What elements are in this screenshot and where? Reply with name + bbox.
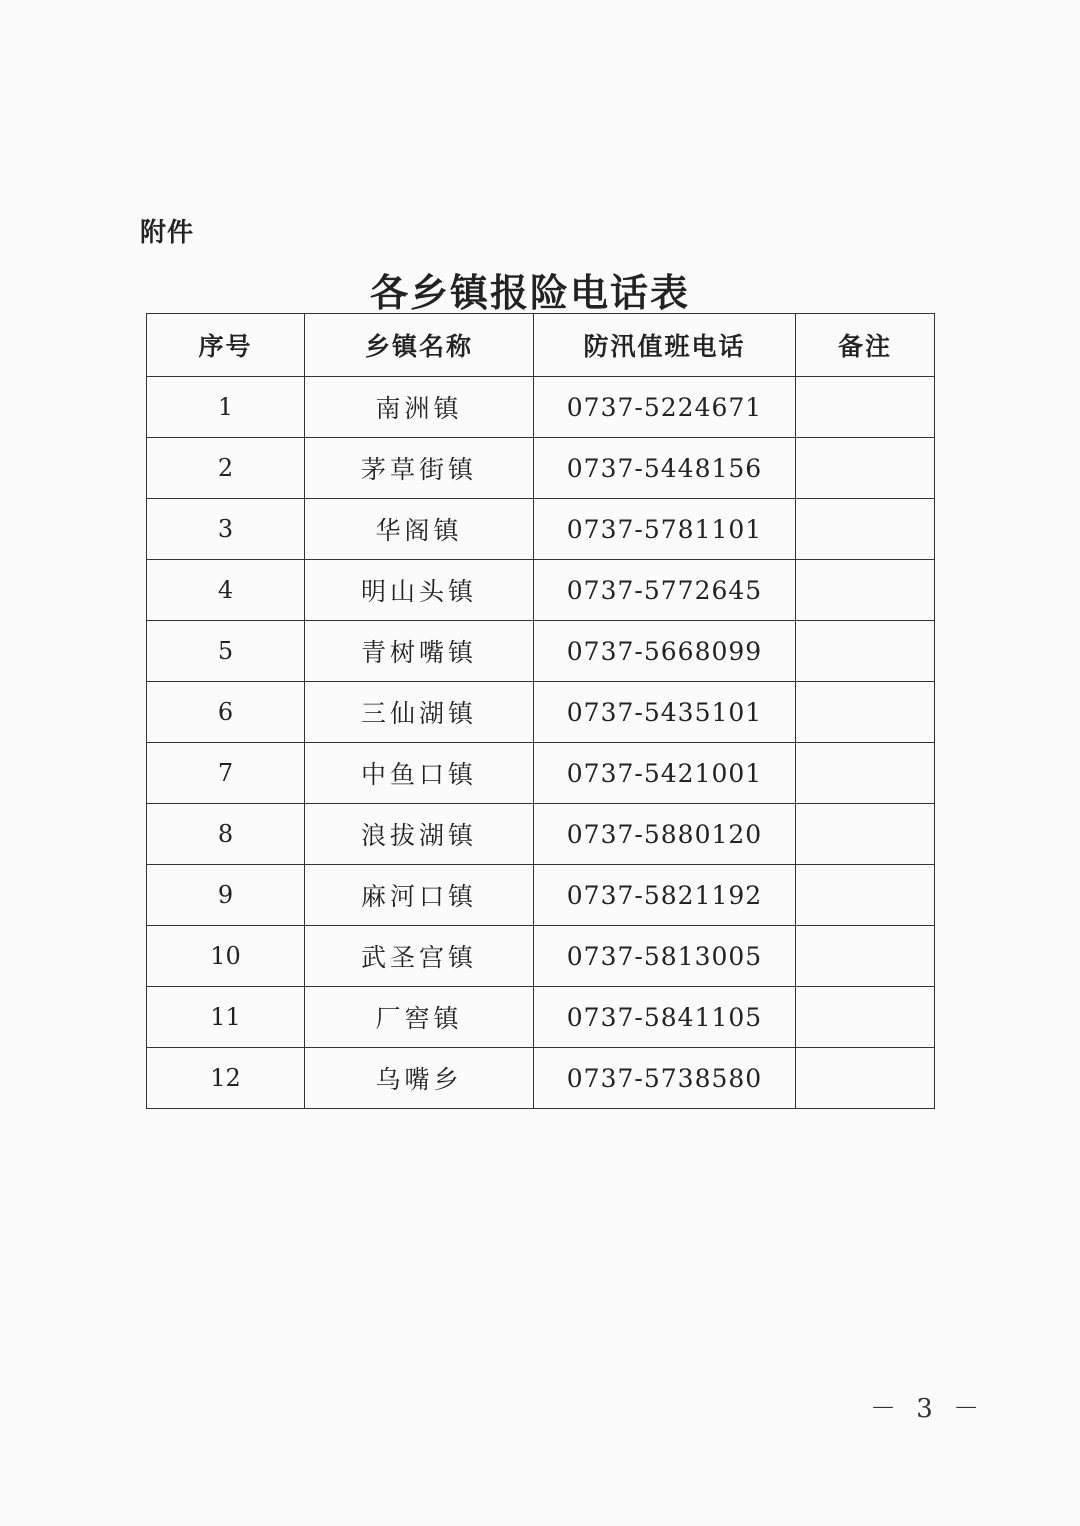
- table-row: [147, 377, 935, 438]
- row-phone-number: 0737-5738580: [534, 1048, 796, 1109]
- row-phone-number: 0737-5813005: [534, 926, 796, 987]
- row-town-name: 青树嘴镇: [305, 621, 534, 682]
- row-phone-number: 0737-5821192: [534, 865, 796, 926]
- row-town-name: 中鱼口镇: [305, 743, 534, 804]
- phone-table: [146, 313, 935, 1109]
- row-note: [796, 804, 935, 865]
- row-phone-number: 0737-5841105: [534, 987, 796, 1048]
- row-note: [796, 438, 935, 499]
- row-index: 10: [147, 926, 305, 987]
- row-index: 11: [147, 987, 305, 1048]
- row-index: 5: [147, 621, 305, 682]
- table-row: [147, 1048, 935, 1109]
- row-phone-number: 0737-5772645: [534, 560, 796, 621]
- row-index: 9: [147, 865, 305, 926]
- row-phone-number: 0737-5448156: [534, 438, 796, 499]
- row-note: [796, 499, 935, 560]
- row-town-name: 华阁镇: [305, 499, 534, 560]
- row-phone-number: 0737-5421001: [534, 743, 796, 804]
- row-town-name: 麻河口镇: [305, 865, 534, 926]
- row-note: [796, 621, 935, 682]
- row-note: [796, 682, 935, 743]
- row-index: 2: [147, 438, 305, 499]
- row-town-name: 明山头镇: [305, 560, 534, 621]
- header-note: 备注: [796, 314, 935, 377]
- row-phone-number: 0737-5880120: [534, 804, 796, 865]
- row-index: 8: [147, 804, 305, 865]
- row-town-name: 厂窖镇: [305, 987, 534, 1048]
- row-note: [796, 560, 935, 621]
- row-index: 7: [147, 743, 305, 804]
- row-town-name: 乌嘴乡: [305, 1048, 534, 1109]
- table-row: [147, 499, 935, 560]
- table-row: [147, 621, 935, 682]
- header-town: 乡镇名称: [305, 314, 534, 377]
- header-phone: 防汛值班电话: [534, 314, 796, 377]
- row-index: 3: [147, 499, 305, 560]
- table-header-row: [147, 314, 935, 377]
- table-row: [147, 743, 935, 804]
- row-note: [796, 377, 935, 438]
- row-index: 1: [147, 377, 305, 438]
- row-note: [796, 865, 935, 926]
- row-town-name: 茅草街镇: [305, 438, 534, 499]
- row-phone-number: 0737-5435101: [534, 682, 796, 743]
- row-phone-number: 0737-5781101: [534, 499, 796, 560]
- row-index: 12: [147, 1048, 305, 1109]
- row-index: 4: [147, 560, 305, 621]
- row-town-name: 南洲镇: [305, 377, 534, 438]
- row-note: [796, 1048, 935, 1109]
- table-row: [147, 865, 935, 926]
- table-row: [147, 987, 935, 1048]
- page-title: 各乡镇报险电话表: [369, 270, 690, 315]
- row-phone-number: 0737-5668099: [534, 621, 796, 682]
- row-town-name: 武圣宫镇: [305, 926, 534, 987]
- table-row: [147, 804, 935, 865]
- row-phone-number: 0737-5224671: [534, 377, 796, 438]
- row-index: 6: [147, 682, 305, 743]
- header-index: 序号: [147, 314, 305, 377]
- row-note: [796, 987, 935, 1048]
- table-body: [147, 377, 935, 1109]
- table-row: [147, 682, 935, 743]
- table-row: [147, 926, 935, 987]
- attachment-label: 附件: [140, 218, 195, 248]
- row-note: [796, 926, 935, 987]
- row-note: [796, 743, 935, 804]
- page-number: － 3 －: [870, 1394, 986, 1424]
- table-row: [147, 438, 935, 499]
- row-town-name: 三仙湖镇: [305, 682, 534, 743]
- row-town-name: 浪拔湖镇: [305, 804, 534, 865]
- table-row: [147, 560, 935, 621]
